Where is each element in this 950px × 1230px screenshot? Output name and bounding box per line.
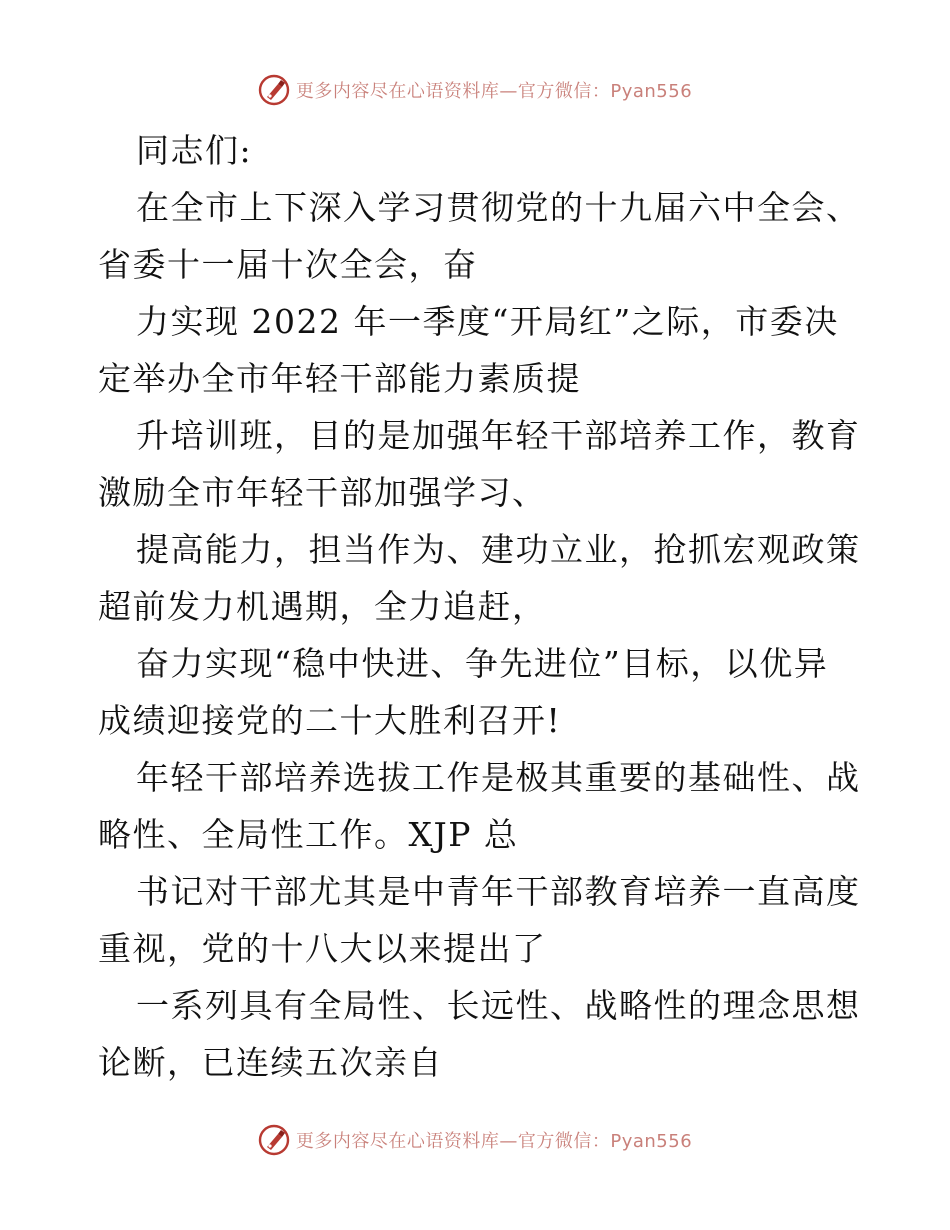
text-line: 在全市上下深入学习贯彻党的十九届六中全会、 [136,188,861,227]
text-line: 成绩迎接党的二十大胜利召开! [98,701,562,740]
text-line: 奋力实现“稳中快进、争先进位”目标，以优异 [136,644,829,683]
text-line: 同志们: [136,131,253,170]
text-line: 略性、全局性工作。XJP 总 [98,815,519,854]
text-line: 重视，党的十八大以来提出了 [98,929,547,968]
text-line: 年轻干部培养选拔工作是极其重要的基础性、战 [136,758,861,797]
text-line: 定举办全市年轻干部能力素质提 [98,359,581,398]
pen-nib-logo-icon [258,1124,290,1156]
watermark-text: 更多内容尽在心语资料库—官方微信：Pyan556 [295,1131,693,1152]
text-line: 超前发力机遇期，全力追赶， [98,587,547,626]
text-line: 省委十一届十次全会，奋 [98,245,478,284]
text-line: 升培训班，目的是加强年轻干部培养工作，教育 [136,416,861,455]
text-line: 论断，已连续五次亲自 [98,1043,443,1082]
pen-nib-logo-icon [258,74,290,106]
text-line: 书记对干部尤其是中青年干部教育培养一直高度 [136,872,861,911]
text-line: 力实现 2022 年一季度“开局红”之际，市委决 [136,302,839,341]
text-line: 提高能力，担当作为、建功立业，抢抓宏观政策 [136,530,861,569]
footer-watermark [0,1120,950,1160]
text-line: 激励全市年轻干部加强学习、 [98,473,547,512]
text-line: 一系列具有全局性、长远性、战略性的理念思想 [136,986,861,1025]
watermark-text: 更多内容尽在心语资料库—官方微信：Pyan556 [295,81,693,102]
header-watermark [0,70,950,110]
document-body [98,122,861,1091]
